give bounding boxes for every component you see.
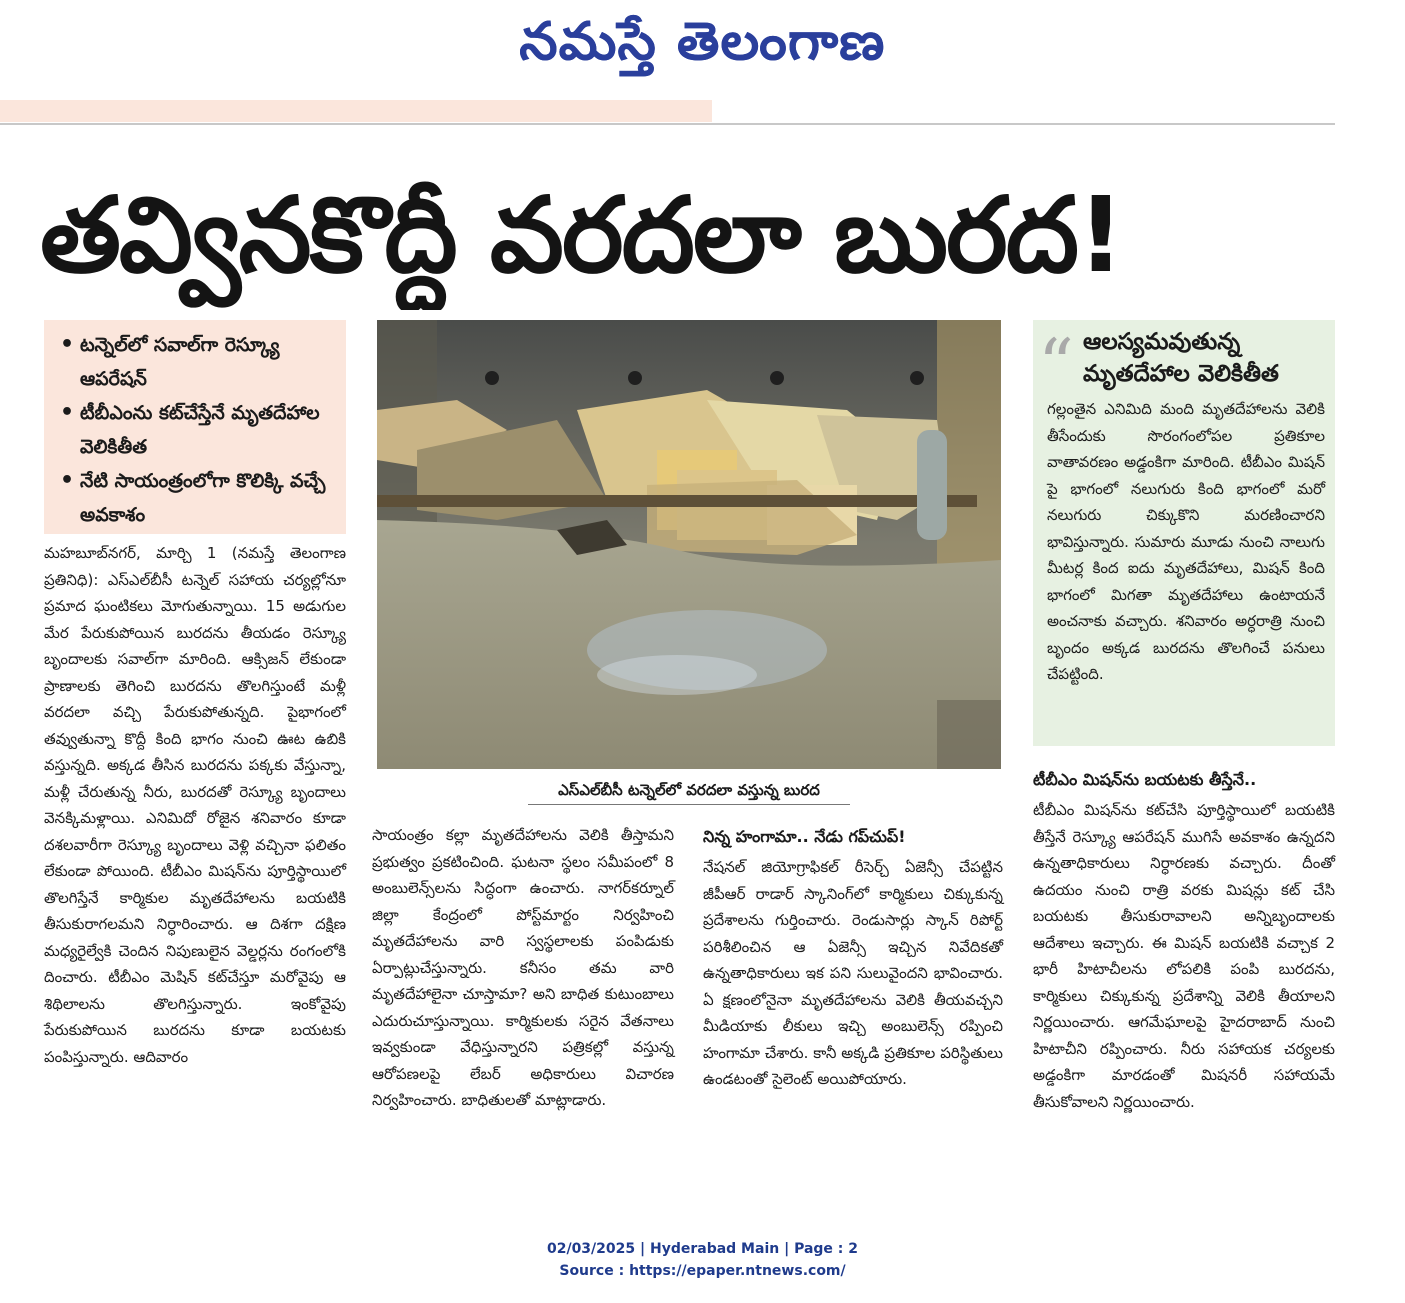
quote-body: గల్లంతైన ఎనిమిది మంది మృతదేహాలను వెలికి తీసేందుకు సొరంగంలోపల ప్రతికూల వాతావరణం అడ్డంకిగా మారింది. టీబీఎం మిషన్‌ పై భాగంలో నలుగురు కింది భాగంలో మరో నలుగురు చిక్కుకొని మరణించారని భావిస్తున్నారు. సుమారు మూడు నుంచి నాలుగు మీటర్ల కింద ఐదు మృతదేహాలు, మిషన్‌ కింది భాగంలో మిగతా మృతదేహాలు ఉంటాయనే అంచనాకు వచ్చారు. శనివారం అర్ధరాత్రి నుంచి బృందం అక్కడ బురదను తొలగించే పనులు చేపట్టింది. (1047, 400, 1325, 683)
highlight-text: నేటి సాయంత్రంలోగా కొలిక్కి వచ్చే అవకాశం (80, 470, 326, 526)
column-3-text: నేషనల్‌ జియోగ్రాఫికల్‌ రీసెర్చ్‌ ఏజెన్సీ చేపట్టిన జీపీఆర్‌ రాడార్‌ స్కానింగ్‌లో కార్మికులు చిక్కుకున్న ప్రదేశాలను గుర్తించారు. రెండుసార్లు స్కాన్‌ రిపోర్ట్‌ పరిశీలించిన ఆ ఏజెన్సీ ఇచ్చిన నివేదికతో ఉన్నతాధికారులు ఇక పని సులువైందని భావించారు. ఏ క్షణంలోనైనా మృతదేహాలను వెలికి తీయవచ్చని మీడియాకు లీకులు ఇచ్చి అంబులెన్స్‌ రప్పించి హంగామా చేశారు. కానీ అక్కడి ప్రతికూల పరిస్థితులు ఉండటంతో సైలెంట్‌ అయిపోయారు. (703, 858, 1003, 1088)
highlights-box (44, 320, 346, 534)
highlight-text: టీబీఎంను కట్‌చేస్తేనే మృతదేహాల వెలికితీత (80, 402, 320, 458)
bullet-icon: • (60, 400, 75, 425)
photo-caption: ఎస్‌ఎల్‌బీసీ టన్నెల్‌లో వరదలా వస్తున్న బురద (528, 778, 850, 805)
article-column-3 (703, 822, 1003, 1093)
highlight-text: టన్నెల్‌లో సవాల్‌గా రెస్క్యూ ఆపరేషన్‌ (80, 334, 280, 390)
article-column-2: సాయంత్రం కల్లా మృతదేహాలను వెలికి తీస్తామని ప్రభుత్వం ప్రకటించింది. ఘటనా స్థలం సమీపంలో 8 అంబులెన్స్‌లను సిద్ధంగా ఉంచారు. నాగర్‌కర్నూల్‌ జిల్లా కేంద్రంలో పోస్ట్‌మార్టం నిర్వహించి మృతదేహాలను వారి స్వస్థలాలకు పంపిడుకు ఏర్పాట్లుచేస్తున్నారు. కనీసం తమ వారి మృతదేహాలైనా చూస్తామా? అని బాధిత కుటుంబాలు ఎదురుచూస్తున్నాయి. కార్మికులకు సరైన వేతనాలు ఇవ్వకుండా వేధిస్తున్నారని పత్రికల్లో వస్తున్న ఆరోపణలపై లేబర్‌ అధికారులు విచారణ నిర్వహించారు. బాధితులతో మాట్లాడారు. (372, 826, 674, 1109)
quote-mark-icon: “ (1038, 324, 1074, 406)
highlight-item (60, 396, 334, 464)
footer-edition-line: 02/03/2025 | Hyderabad Main | Page : 2 (546, 1241, 859, 1257)
page-headline: తవ్వినకొద్దీ వరదలా బురద! (40, 174, 1123, 296)
header-color-bar (0, 100, 712, 122)
bullet-icon: • (60, 332, 75, 357)
page-footer (0, 1238, 1405, 1282)
article-column-4 (1033, 765, 1335, 1115)
tunnel-photo (377, 320, 1001, 769)
tunnel-photo-illustration (377, 320, 1001, 769)
footer-source-line: Source : https://epaper.ntnews.com/ (559, 1263, 846, 1279)
masthead-title: నమస్తే తెలంగాణ (519, 11, 886, 72)
quote-title: ఆలస్యమవుతున్న మృతదేహాల వెలికితీత (1083, 329, 1279, 387)
column-4-subhead: టీబీఎం మిషన్‌ను బయటకు తీస్తేనే.. (1033, 770, 1257, 789)
highlight-item (60, 464, 334, 532)
quote-box (1033, 320, 1335, 746)
masthead (0, 8, 1405, 88)
article-column-1: మహబూబ్‌నగర్‌, మార్చి 1 (నమస్తే తెలంగాణ ప్రతినిధి): ఎస్‌ఎల్‌బీసీ టన్నెల్‌ సహాయ చర్యల్లోనూ ప్రమాద ఘంటికలు మోగుతున్నాయి. 15 అడుగుల మేర పేరుకుపోయిన బురదను తీయడం రెస్క్యూ బృందాలకు సవాల్‌గా మారింది. ఆక్సిజన్‌ లేకుండా ప్రాణాలకు తెగించి బురదను తొలగిస్తుంటే మళ్లీ వరదలా వచ్చి పేరుకుపోతున్నది. పైభాగంలో తవ్వుతున్నా కొద్దీ కింది భాగం నుంచి ఊట ఉబికి వస్తున్నది. అక్కడ తీసిన బురదను పక్కకు వేస్తున్నా, మళ్లీ చేరుతున్న నీరు, బురదతో రెస్క్యూ బృందాలు వెనక్కిమళ్లాయి. ఎనిమిదో రోజైన శనివారం కూడా దశలవారీగా రెస్క్యూ బృందాలు వెళ్లి వచ్చినా ఫలితం లేకుండా పోయింది. టీబీఎం మిషన్‌ను పూర్తిస్థాయిలో తొలగిస్తేనే కార్మికుల మృతదేహాలను బయటికి తీసుకురాగలమని నిర్ధారించారు. ఆ దిశగా దక్షిణ మధ్యరైల్వేకి చెందిన నిపుణులైన వెల్డర్లను రంగంలోకి దించారు. టీబీఎం మెషిన్‌ కట్‌చేస్తూ మరోవైపు ఆ శిథిలాలను తొలగిస్తున్నారు. ఇంకోవైపు పేరుకుపోయిన బురదను కూడా బయటకు పంపిస్తున్నారు. ఆదివారం (44, 544, 346, 1066)
header-divider (0, 123, 1335, 125)
column-4-text: టీబీఎం మిషన్‌ను కట్‌చేసి పూర్తిస్థాయిలో బయటికి తీస్తేనే రెస్క్యూ ఆపరేషన్‌ ముగిసే అవకాశం ఉన్నదని ఉన్నతాధికారులు నిర్ధారణకు వచ్చారు. దీంతో ఉదయం నుంచి రాత్రి వరకు మిషన్లు కట్‌ చేసి బయటకు తీసుకురావాలని అన్నిబృందాలకు ఆదేశాలు ఇచ్చారు. ఈ మిషన్‌ బయటికి వచ్చాక 2 భారీ హిటాచీలను లోపలికి పంపి బురదను, కార్మికులు చిక్కుకున్న ప్రదేశాన్ని వెలికి తీయాలని నిర్ణయించారు. ఆగమేఘాలపై హైదరాబాద్‌ నుంచి హిటాచీని రప్పించారు. నీరు సహాయక చర్యలకు అడ్డంకిగా మారడంతో మిషనరీ సహాయమే తీసుకోవాలని నిర్ణయించారు. (1033, 801, 1335, 1111)
column-3-subhead: నిన్న హంగామా.. నేడు గప్‌చుప్‌! (703, 827, 906, 846)
highlight-item (60, 328, 334, 396)
bullet-icon: • (60, 468, 75, 493)
